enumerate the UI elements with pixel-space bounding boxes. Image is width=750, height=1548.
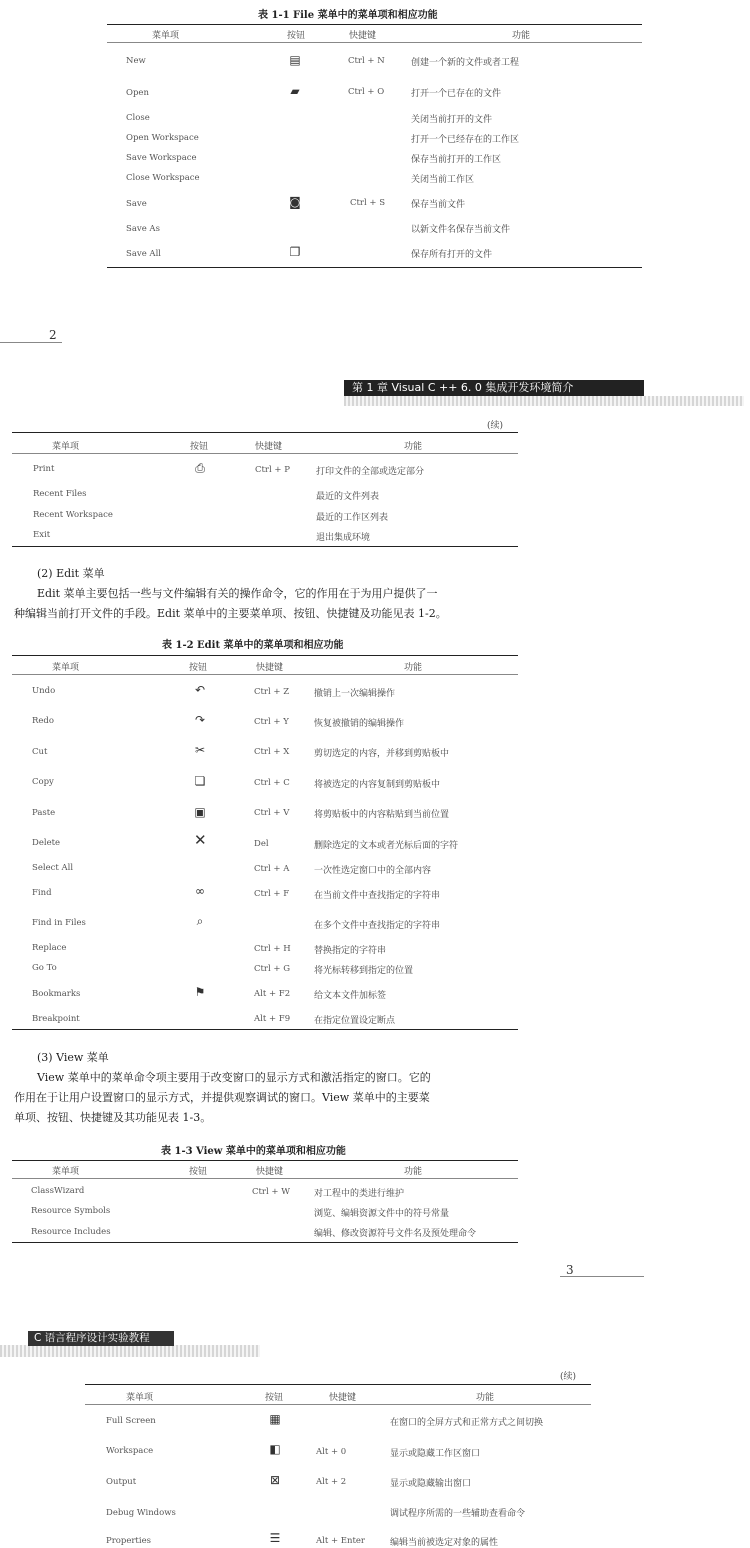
table-row-item: Open: [126, 88, 149, 98]
table-bottom-rule: [12, 1029, 518, 1030]
table-row-item: Find in Files: [32, 918, 86, 928]
table-row-shortcut: Ctrl + X: [254, 747, 290, 757]
table-row-shortcut: Alt + 0: [316, 1447, 347, 1457]
table-row-item: Recent Files: [33, 489, 87, 499]
header-menu-item: 菜单项: [126, 1393, 154, 1403]
delete-x-icon: ✕: [194, 831, 207, 849]
header-shortcut: 快捷键: [256, 663, 284, 673]
full-screen-icon: ▦: [269, 1412, 281, 1426]
properties-icon: ☰: [269, 1531, 281, 1545]
table-top-rule: [12, 655, 518, 656]
table-row-item: Replace: [32, 943, 67, 953]
table-row-item: Output: [106, 1477, 137, 1487]
table-row-function: 将光标转移到指定的位置: [314, 966, 414, 976]
header-function: 功能: [404, 1167, 423, 1177]
table-row-item: Go To: [32, 963, 57, 973]
header-function: 功能: [476, 1393, 495, 1403]
table-row-function: 退出集成环境: [316, 533, 371, 543]
table-header-rule: [12, 453, 518, 454]
find-in-files-icon: ⌕: [196, 914, 204, 928]
table-header-rule: [85, 1404, 591, 1405]
table-row-item: Breakpoint: [32, 1014, 80, 1024]
paragraph-line: 单项、按钮、快捷键及其功能见表 1-3。: [14, 1111, 212, 1124]
table-row-item: Select All: [32, 863, 74, 873]
table-bottom-rule: [107, 267, 642, 268]
table-row-shortcut: Alt + F2: [254, 989, 291, 999]
paragraph-line: Edit 菜单主要包括一些与文件编辑有关的操作命令，它的作用在于为用户提供了一: [37, 587, 438, 600]
table-row-function: 在当前文件中查找指定的字符串: [314, 891, 441, 901]
table-row-function: 在窗口的全屏方式和正常方式之间切换: [390, 1418, 544, 1428]
table-row-function: 一次性选定窗口中的全部内容: [314, 866, 432, 876]
table-row-function: 编辑当前被选定对象的属性: [390, 1538, 499, 1548]
table-row-shortcut: Alt + Enter: [316, 1536, 365, 1546]
scissors-icon: ✂: [194, 743, 206, 757]
table-row-item: Exit: [33, 530, 51, 540]
table-row-item: Cut: [32, 747, 48, 757]
open-folder-icon: ▰: [290, 84, 300, 98]
header-button: 按钮: [189, 1167, 208, 1177]
table-row-function: 给文本文件加标签: [314, 991, 387, 1001]
header-button: 按钮: [190, 442, 209, 452]
table-row-function: 调试程序所需的一些辅助查看命令: [390, 1509, 526, 1519]
header-menu-item: 菜单项: [52, 663, 80, 673]
table-row-item: Close: [126, 113, 150, 123]
table-row-item: Redo: [32, 716, 54, 726]
table-row-function: 保存所有打开的文件: [411, 250, 493, 260]
table-row-item: New: [126, 56, 146, 66]
chapter-header-shadow: [344, 396, 744, 406]
table-top-rule: [107, 24, 642, 25]
table-row-item: Undo: [32, 686, 56, 696]
table-row-shortcut: Ctrl + Z: [254, 687, 290, 697]
section-heading-edit: (2) Edit 菜单: [37, 567, 105, 580]
table-row-item: Save All: [126, 249, 162, 259]
header-button: 按钮: [287, 31, 306, 41]
table-row-function: 浏览、编辑资源文件中的符号常量: [314, 1209, 450, 1219]
table-row-item: Delete: [32, 838, 61, 848]
header-function: 功能: [404, 442, 423, 452]
copy-icon: ❏: [194, 774, 206, 788]
table-row-function: 在多个文件中查找指定的字符串: [314, 921, 441, 931]
output-icon: ⊠: [269, 1473, 281, 1487]
table-row-shortcut: Ctrl + O: [348, 87, 385, 97]
table-row-function: 打开一个已经存在的工作区: [411, 135, 520, 145]
table-row-item: Save: [126, 199, 147, 209]
header-menu-item: 菜单项: [52, 1167, 80, 1177]
table-top-rule: [12, 432, 518, 433]
table-row-function: 恢复被撤销的编辑操作: [314, 719, 405, 729]
undo-icon: ↶: [194, 683, 206, 697]
table-row-item: Open Workspace: [126, 133, 199, 143]
section-heading-view: (3) View 菜单: [37, 1051, 109, 1064]
header-button: 按钮: [189, 663, 208, 673]
table-row-function: 替换指定的字符串: [314, 946, 387, 956]
table-row-function: 创建一个新的文件或者工程: [411, 58, 520, 68]
header-shortcut: 快捷键: [255, 442, 283, 452]
paste-icon: ▣: [194, 805, 206, 819]
table-bottom-rule: [12, 546, 518, 547]
paragraph-line: 种编辑当前打开文件的手段。Edit 菜单中的主要菜单项、按钮、快捷键及功能见表 1-2。: [14, 607, 447, 620]
table-row-shortcut: Ctrl + G: [254, 964, 291, 974]
table-row-function: 对工程中的类进行维护: [314, 1189, 405, 1199]
book-header-shadow: [0, 1345, 260, 1357]
table-1-1-caption: 表 1-1 File 菜单中的菜单项和相应功能: [258, 10, 438, 21]
table-row-function: 最近的工作区列表: [316, 513, 389, 523]
continued-label: (续): [560, 1372, 577, 1382]
table-header-rule: [107, 42, 642, 43]
table-1-3-caption: 表 1-3 View 菜单中的菜单项和相应功能: [161, 1146, 346, 1157]
save-all-icon: ❐: [289, 245, 301, 259]
table-row-shortcut: Ctrl + Y: [254, 717, 289, 727]
table-row-item: Bookmarks: [32, 989, 81, 999]
table-header-rule: [12, 1178, 518, 1179]
header-function: 功能: [512, 31, 531, 41]
table-row-function: 在指定位置设定断点: [314, 1016, 396, 1026]
table-row-item: Paste: [32, 808, 56, 818]
table-row-item: Save As: [126, 224, 160, 234]
table-row-item: Close Workspace: [126, 173, 200, 183]
table-row-shortcut: Ctrl + C: [254, 778, 290, 788]
paragraph-line: 作用在于让用户设置窗口的显示方式，并提供观察调试的窗口。View 菜单中的主要菜: [14, 1091, 430, 1104]
table-row-shortcut: Ctrl + N: [348, 56, 385, 66]
save-disk-icon: ◙: [289, 195, 301, 209]
table-1-2-caption: 表 1-2 Edit 菜单中的菜单项和相应功能: [162, 640, 344, 651]
table-row-item: Workspace: [106, 1446, 154, 1456]
table-row-shortcut: Ctrl + W: [252, 1187, 290, 1197]
table-row-function: 剪切选定的内容，并移到剪贴板中: [314, 749, 450, 759]
table-row-function: 打印文件的全部或选定部分: [316, 467, 425, 477]
table-top-rule: [85, 1384, 591, 1385]
table-row-function: 撤销上一次编辑操作: [314, 689, 396, 699]
workspace-icon: ◧: [269, 1442, 281, 1456]
table-row-item: Save Workspace: [126, 153, 197, 163]
table-row-shortcut: Ctrl + F: [254, 889, 290, 899]
table-row-item: Resource Symbols: [31, 1206, 111, 1216]
header-function: 功能: [404, 663, 423, 673]
binoculars-icon: ∞: [195, 884, 205, 898]
table-row-shortcut: Ctrl + A: [254, 864, 290, 874]
table-row-function: 保存当前文件: [411, 200, 466, 210]
table-row-shortcut: Ctrl + S: [350, 198, 386, 208]
page-number-rule: [560, 1276, 644, 1277]
page-number: 2: [49, 328, 57, 342]
header-menu-item: 菜单项: [152, 31, 180, 41]
table-row-item: Full Screen: [106, 1416, 156, 1426]
table-bottom-rule: [12, 1242, 518, 1243]
redo-icon: ↷: [194, 713, 206, 727]
continued-label: (续): [487, 421, 504, 431]
table-row-function: 删除选定的文本或者光标后面的字符: [314, 841, 459, 851]
chapter-header: 第 1 章 Visual C ++ 6. 0 集成开发环境简介: [344, 380, 644, 396]
table-row-function: 关闭当前工作区: [411, 175, 475, 185]
table-row-function: 将剪贴板中的内容粘贴到当前位置: [314, 810, 450, 820]
table-row-function: 保存当前打开的工作区: [411, 155, 502, 165]
table-row-function: 关闭当前打开的文件: [411, 115, 493, 125]
table-row-shortcut: Alt + 2: [316, 1477, 347, 1487]
table-row-shortcut: Alt + F9: [254, 1014, 291, 1024]
table-row-shortcut: Del: [254, 839, 269, 849]
table-row-shortcut: Ctrl + P: [255, 465, 290, 475]
printer-icon: ⎙: [195, 461, 205, 475]
header-menu-item: 菜单项: [52, 442, 80, 452]
table-row-function: 以新文件名保存当前文件: [411, 225, 511, 235]
table-row-shortcut: Ctrl + V: [254, 808, 290, 818]
table-row-function: 显示或隐藏输出窗口: [390, 1479, 472, 1489]
header-shortcut: 快捷键: [256, 1167, 284, 1177]
table-row-item: Debug Windows: [106, 1508, 176, 1518]
table-row-function: 将被选定的内容复制到剪贴板中: [314, 780, 441, 790]
table-row-function: 最近的文件列表: [316, 492, 380, 502]
table-row-function: 打开一个已存在的文件: [411, 89, 502, 99]
table-row-item: Properties: [106, 1536, 151, 1546]
page-number-rule: [0, 342, 62, 343]
book-header: C 语言程序设计实验教程: [28, 1331, 174, 1346]
table-row-item: Recent Workspace: [33, 510, 113, 520]
table-row-item: ClassWizard: [31, 1186, 85, 1196]
table-row-item: Find: [32, 888, 52, 898]
table-row-item: Resource Includes: [31, 1227, 111, 1237]
bookmark-icon: ⚑: [194, 985, 206, 999]
table-row-shortcut: Ctrl + H: [254, 944, 291, 954]
page-number: 3: [566, 1263, 574, 1277]
new-file-icon: ▤: [289, 53, 301, 67]
header-shortcut: 快捷键: [329, 1393, 357, 1403]
table-row-item: Copy: [32, 777, 54, 787]
table-top-rule: [12, 1160, 518, 1161]
paragraph-line: View 菜单中的菜单命令项主要用于改变窗口的显示方式和激活指定的窗口。它的: [37, 1071, 431, 1084]
header-shortcut: 快捷键: [349, 31, 377, 41]
table-row-function: 编辑、修改资源符号文件名及预处理命令: [314, 1229, 477, 1239]
table-row-item: Print: [33, 464, 55, 474]
table-header-rule: [12, 674, 518, 675]
table-row-function: 显示或隐藏工作区窗口: [390, 1449, 481, 1459]
header-button: 按钮: [265, 1393, 284, 1403]
